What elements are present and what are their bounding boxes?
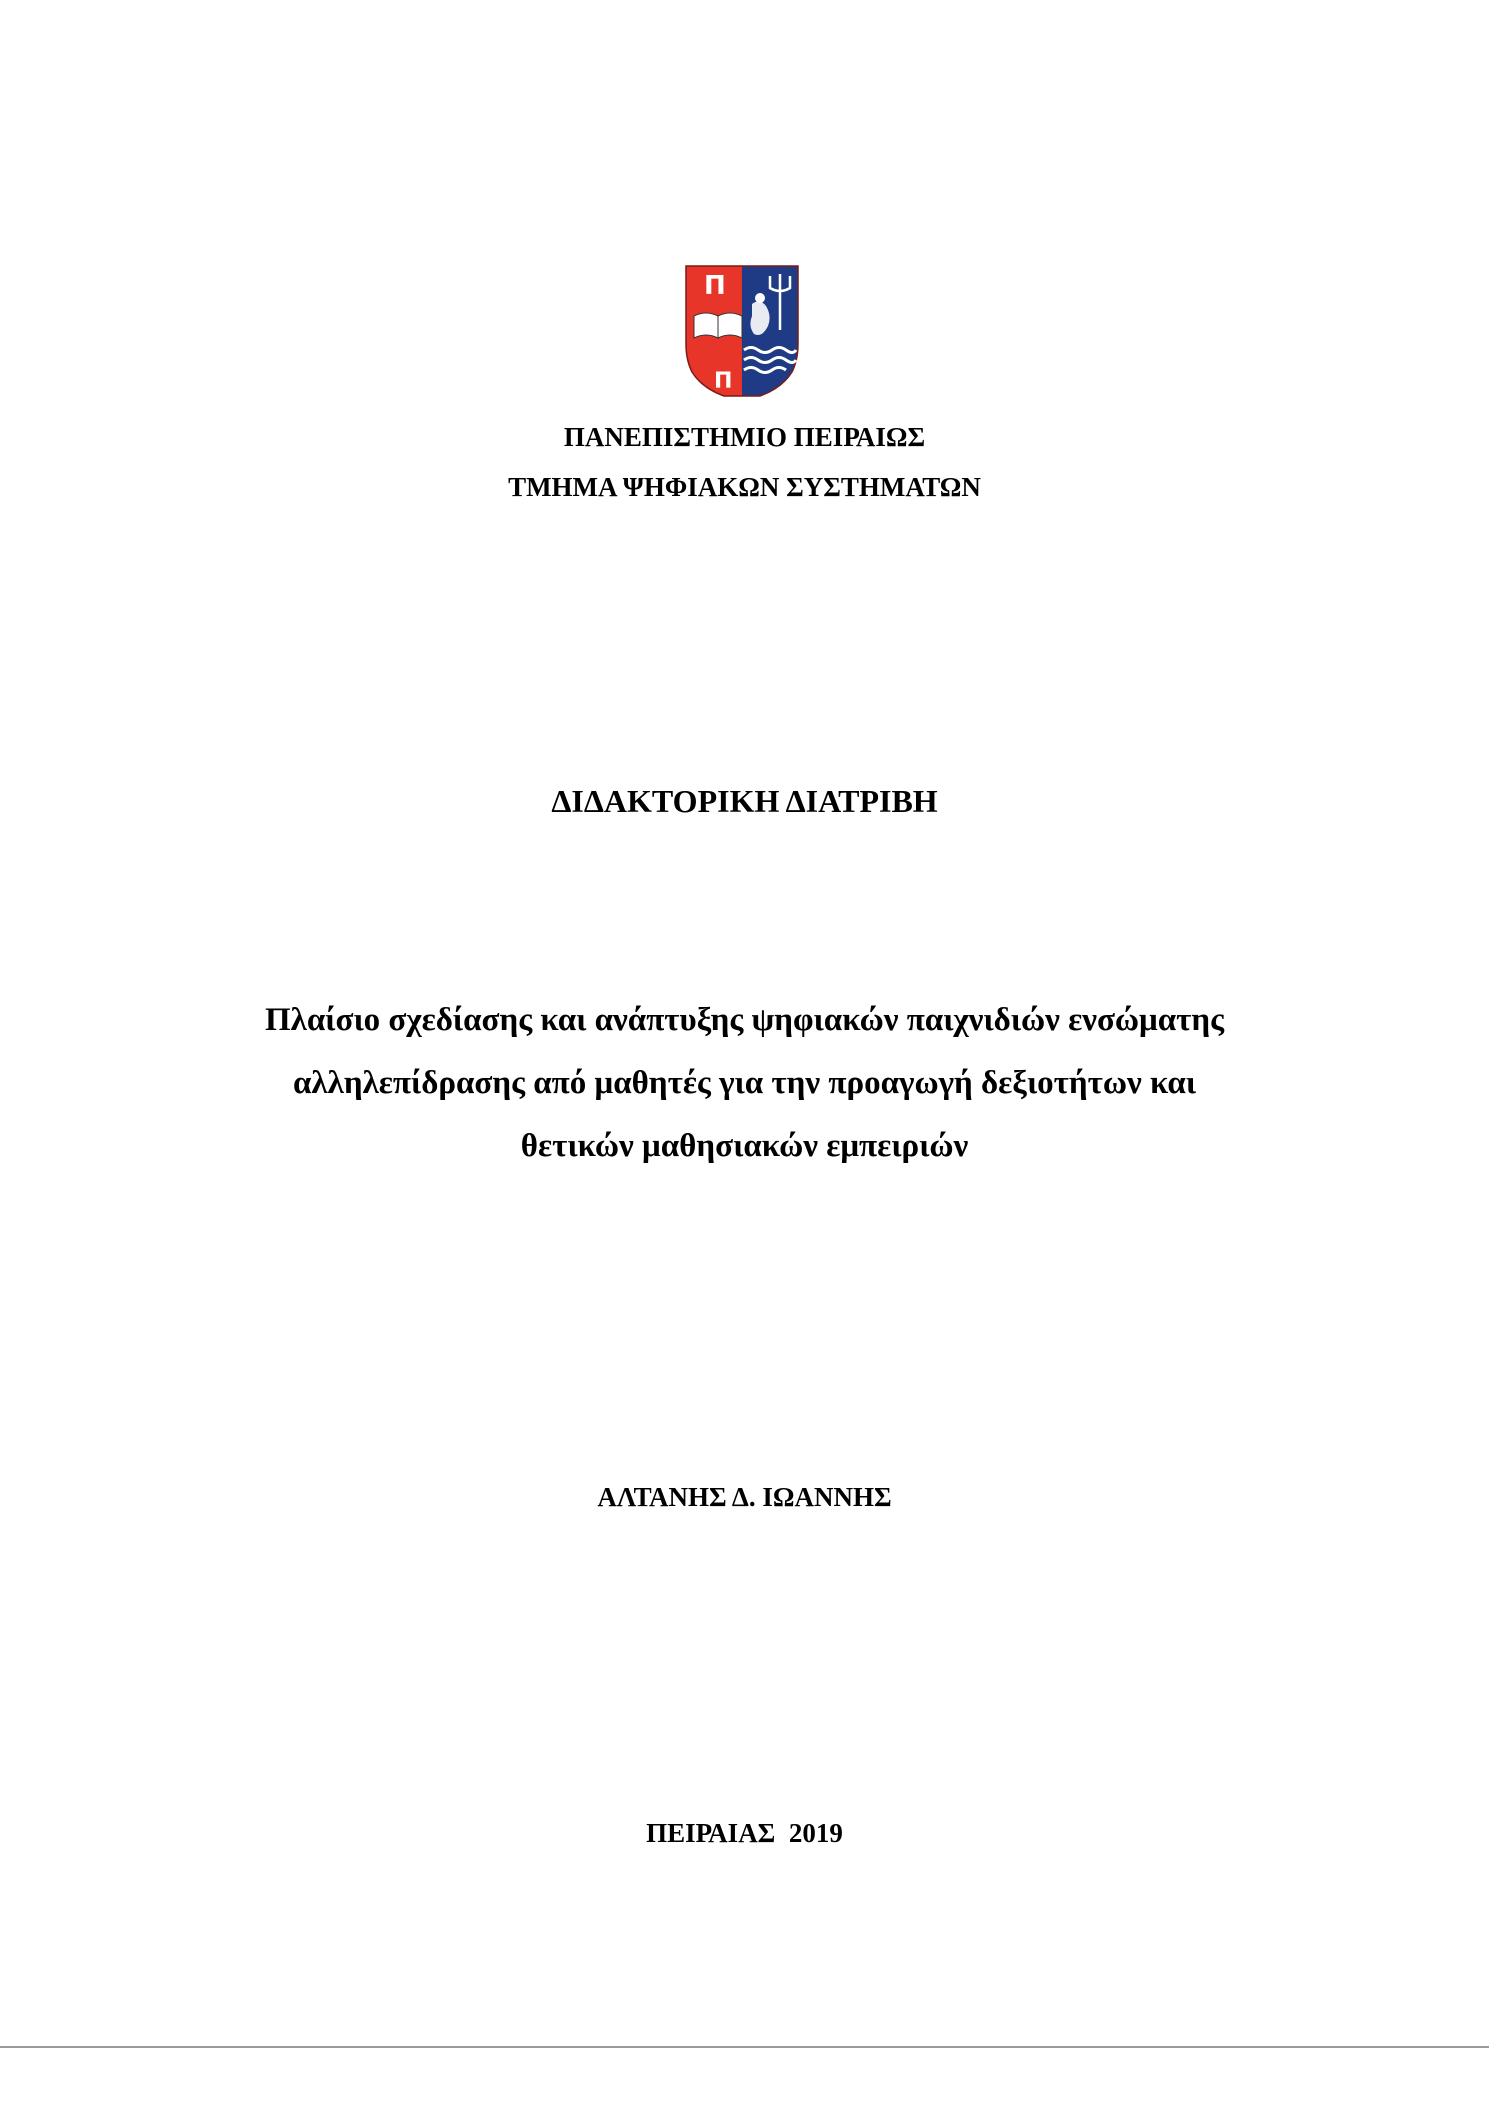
university-name: ΠΑΝΕΠΙΣΤΗΜΙΟ ΠΕΙΡΑΙΩΣ — [563, 422, 926, 452]
university-crest-icon — [684, 264, 800, 398]
document-type: ΔΙΔΑΚΤΟΡΙΚΗ ΔΙΑΤΡΙΒΗ — [551, 783, 938, 819]
title-line: Πλαίσιο σχεδίασης και ανάπτυξης ψηφιακών παιχνιδιών ενσώματης — [264, 1002, 1225, 1038]
svg-text:Π: Π — [714, 369, 733, 394]
title-line: αλληλεπίδρασης από μαθητές για την προαγωγή δεξιοτήτων και — [293, 1065, 1196, 1101]
svg-text:Π: Π — [704, 271, 726, 301]
author-name: ΑΛΤΑΝΗΣ Δ. ΙΩΑΝΝΗΣ — [597, 1482, 892, 1512]
title-line: θετικών μαθησιακών εμπειριών — [520, 1128, 969, 1164]
department-name: ΤΜΗΜΑ ΨΗΦΙΑΚΩΝ ΣΥΣΤΗΜΑΤΩΝ — [508, 472, 981, 502]
page-divider — [0, 2046, 1489, 2048]
thesis-title — [0, 989, 1489, 1178]
place-year: ΠΕΙΡΑΙΑΣ 2019 — [646, 1818, 843, 1848]
